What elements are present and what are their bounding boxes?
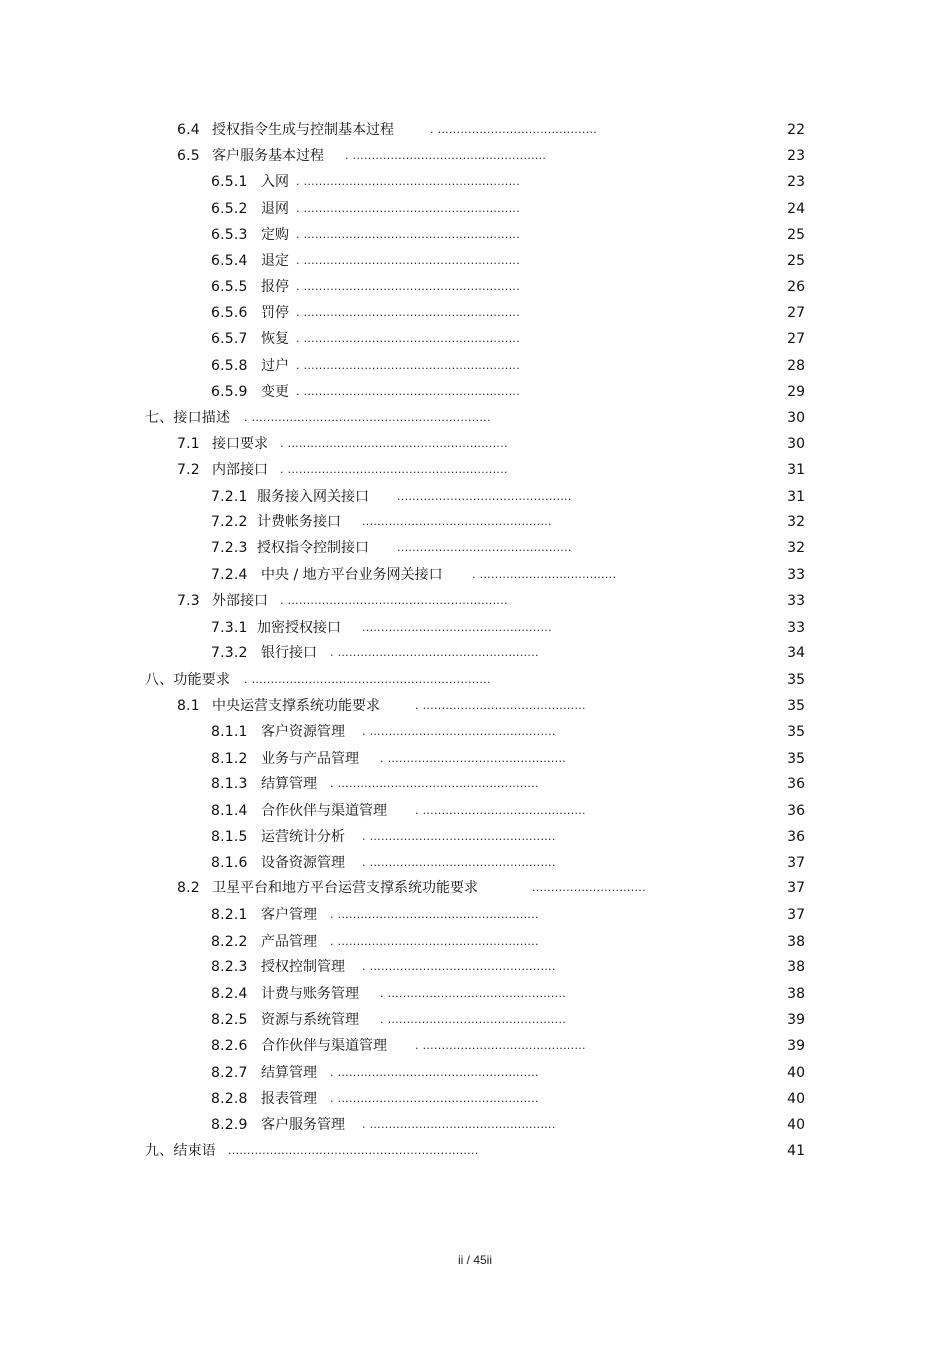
toc-entry-page-number: 37 (787, 880, 805, 896)
toc-entry-title: 产品管理 (261, 934, 317, 950)
toc-entry-number: 7.2.2 (211, 514, 248, 530)
toc-entry-leader-dots: . .......................................................... (280, 594, 508, 607)
toc-entry-page-number: 35 (787, 724, 805, 740)
toc-entry-number: 九、结束语 (145, 1143, 216, 1159)
toc-entry-page-number: 40 (787, 1065, 805, 1081)
toc-entry-leader-dots: . ................................................. (362, 725, 556, 738)
toc-entry-page-number: 28 (787, 358, 805, 374)
toc-entry-page-number: 27 (787, 305, 805, 321)
toc-entry-number: 8.1.4 (211, 803, 248, 819)
toc-entry-title: 退网 (261, 201, 289, 217)
toc-entry-number: 7.3.1 (211, 620, 248, 636)
toc-entry-page-number: 38 (787, 934, 805, 950)
toc-entry-leader-dots: . ......................................................... (296, 254, 520, 267)
toc-entry-title: 结算管理 (261, 1065, 317, 1081)
toc-entry[interactable] (0, 408, 950, 428)
toc-entry-title: 运营统计分析 (261, 829, 345, 845)
toc-entry[interactable] (0, 957, 950, 977)
toc-entry-leader-dots: .................................................................. (228, 1144, 479, 1157)
toc-entry-leader-dots: . ......................................................... (296, 280, 520, 293)
toc-entry[interactable] (0, 643, 950, 663)
toc-entry-leader-dots: . ............................................... (380, 752, 567, 765)
toc-entry-title: 客户服务基本过程 (212, 148, 324, 164)
toc-entry-leader-dots: .............................................. (397, 490, 572, 503)
toc-entry-title: 合作伙伴与渠道管理 (261, 1038, 387, 1054)
toc-entry[interactable] (0, 905, 950, 925)
toc-entry[interactable] (0, 146, 950, 166)
toc-entry-title: 客户资源管理 (261, 724, 345, 740)
toc-entry-title: 卫星平台和地方平台运营支撑系统功能要求 (212, 880, 478, 896)
toc-entry-page-number: 22 (787, 122, 805, 138)
toc-entry[interactable] (0, 1141, 950, 1161)
toc-entry-number: 8.2.5 (211, 1012, 248, 1028)
toc-entry-page-number: 35 (787, 672, 805, 688)
toc-entry[interactable] (0, 199, 950, 219)
toc-entry-number: 6.5.8 (211, 358, 248, 374)
toc-entry-page-number: 30 (787, 436, 805, 452)
toc-entry-title: 设备资源管理 (261, 855, 345, 871)
toc-entry-page-number: 38 (787, 959, 805, 975)
toc-entry[interactable] (0, 565, 950, 585)
toc-entry-title: 中央 / 地方平台业务网关接口 (261, 567, 443, 583)
toc-entry-title: 结算管理 (261, 776, 317, 792)
toc-entry-number: 8.1.3 (211, 776, 248, 792)
toc-entry-title: 报停 (261, 279, 289, 295)
toc-entry[interactable] (0, 382, 950, 402)
toc-entry-leader-dots: . ..................................................... (330, 935, 539, 948)
toc-entry[interactable] (0, 984, 950, 1004)
toc-entry-number: 8.1.1 (211, 724, 248, 740)
toc-entry-leader-dots: .............................................. (397, 541, 572, 554)
toc-entry-title: 客户服务管理 (261, 1117, 345, 1133)
toc-entry-title: 变更 (261, 384, 289, 400)
toc-entry-title: 定购 (261, 227, 289, 243)
toc-entry[interactable] (0, 722, 950, 742)
toc-entry-title: 过户 (261, 358, 289, 374)
toc-entry-leader-dots: . ........................................... (415, 804, 586, 817)
toc-entry[interactable] (0, 774, 950, 794)
toc-entry-page-number: 29 (787, 384, 805, 400)
toc-entry-leader-dots: . ........................................... (415, 699, 586, 712)
toc-entry-number: 6.5.5 (211, 279, 248, 295)
toc-entry-leader-dots: . ......................................................... (296, 228, 520, 241)
toc-entry[interactable] (0, 303, 950, 323)
toc-entry-leader-dots: . ............................................... (380, 987, 567, 1000)
toc-entry[interactable] (0, 329, 950, 349)
toc-entry-number: 8.2.4 (211, 986, 248, 1002)
toc-entry-page-number: 37 (787, 855, 805, 871)
toc-entry-leader-dots: . ................................................. (362, 1118, 556, 1131)
toc-entry[interactable] (0, 932, 950, 952)
toc-entry-number: 6.5.2 (211, 201, 248, 217)
toc-entry-number: 6.4 (177, 122, 200, 138)
toc-entry-page-number: 38 (787, 986, 805, 1002)
toc-entry-page-number: 27 (787, 331, 805, 347)
toc-entry-leader-dots: . ......................................................... (296, 175, 520, 188)
toc-entry-page-number: 36 (787, 829, 805, 845)
toc-entry-number: 6.5.4 (211, 253, 248, 269)
toc-entry-title: 加密授权接口 (257, 620, 341, 636)
toc-entry-leader-dots: . ................................................. (362, 960, 556, 973)
toc-entry-number: 8.2.3 (211, 959, 248, 975)
toc-entry-number: 8.1 (177, 698, 200, 714)
toc-entry[interactable] (0, 670, 950, 690)
toc-entry-title: 计费帐务接口 (257, 514, 341, 530)
toc-entry-title: 合作伙伴与渠道管理 (261, 803, 387, 819)
toc-entry[interactable] (0, 1063, 950, 1083)
toc-entry-page-number: 40 (787, 1091, 805, 1107)
toc-entry-number: 6.5.1 (211, 174, 248, 190)
toc-entry[interactable] (0, 878, 950, 898)
toc-entry-page-number: 24 (787, 201, 805, 217)
toc-entry[interactable] (0, 356, 950, 376)
toc-entry-page-number: 26 (787, 279, 805, 295)
toc-entry-page-number: 35 (787, 751, 805, 767)
toc-entry-title: 计费与账务管理 (261, 986, 359, 1002)
toc-entry-number: 6.5.7 (211, 331, 248, 347)
toc-entry[interactable] (0, 1089, 950, 1109)
toc-entry-page-number: 36 (787, 803, 805, 819)
toc-entry[interactable] (0, 434, 950, 454)
toc-entry-page-number: 34 (787, 645, 805, 661)
toc-entry-leader-dots: . ..................................................... (330, 1092, 539, 1105)
toc-entry-page-number: 41 (787, 1143, 805, 1159)
toc-entry-number: 8.2.9 (211, 1117, 248, 1133)
toc-entry-leader-dots: . ......................................................... (296, 202, 520, 215)
toc-entry-number: 7.2.4 (211, 567, 248, 583)
toc-entry-number: 七、接口描述 (145, 410, 231, 426)
toc-entry-title: 授权指令生成与控制基本过程 (212, 122, 394, 138)
toc-entry-leader-dots: . ......................................................... (296, 359, 520, 372)
toc-entry-number: 8.2.2 (211, 934, 248, 950)
toc-entry-title: 恢复 (261, 331, 289, 347)
toc-entry-number: 8.2.7 (211, 1065, 248, 1081)
toc-entry-leader-dots: . ..................................................... (330, 646, 539, 659)
toc-entry-page-number: 33 (787, 620, 805, 636)
toc-entry-title: 授权控制管理 (261, 959, 345, 975)
toc-entry-leader-dots: . ............................................................... (244, 411, 491, 424)
toc-entry-title: 资源与系统管理 (261, 1012, 359, 1028)
toc-entry[interactable] (0, 801, 950, 821)
toc-entry-title: 入网 (261, 174, 289, 190)
toc-entry-leader-dots: .................................................. (362, 515, 552, 528)
toc-entry-number: 7.1 (177, 436, 200, 452)
toc-entry-number: 8.2 (177, 880, 200, 896)
toc-entry-page-number: 35 (787, 698, 805, 714)
toc-entry-number: 7.2 (177, 462, 200, 478)
toc-entry-page-number: 39 (787, 1012, 805, 1028)
toc-entry-page-number: 31 (787, 489, 805, 505)
toc-entry-title: 客户管理 (261, 907, 317, 923)
toc-entry-leader-dots: . .......................................................... (280, 437, 508, 450)
toc-entry-leader-dots: . ................................................. (362, 856, 556, 869)
toc-entry[interactable] (0, 1036, 950, 1056)
toc-entry-number: 6.5.3 (211, 227, 248, 243)
toc-entry-leader-dots: . ..................................................... (330, 908, 539, 921)
toc-entry[interactable] (0, 172, 950, 192)
toc-entry-title: 内部接口 (212, 462, 268, 478)
toc-entry-page-number: 23 (787, 174, 805, 190)
toc-entry-number: 6.5.6 (211, 305, 248, 321)
toc-entry-leader-dots: . ......................................................... (296, 385, 520, 398)
toc-entry[interactable] (0, 512, 950, 532)
toc-entry-page-number: 36 (787, 776, 805, 792)
toc-entry-title: 银行接口 (261, 645, 317, 661)
toc-entry-number: 7.3.2 (211, 645, 248, 661)
toc-entry-page-number: 33 (787, 567, 805, 583)
toc-entry[interactable] (0, 749, 950, 769)
toc-entry[interactable] (0, 251, 950, 271)
toc-entry-title: 报表管理 (261, 1091, 317, 1107)
toc-entry-title: 授权指令控制接口 (257, 540, 369, 556)
toc-entry[interactable] (0, 591, 950, 611)
toc-entry-title: 中央运营支撑系统功能要求 (212, 698, 380, 714)
toc-entry-leader-dots: . ................................................... (345, 149, 547, 162)
toc-entry-number: 6.5 (177, 148, 200, 164)
toc-entry-page-number: 30 (787, 410, 805, 426)
toc-entry-leader-dots: . ......................................................... (296, 306, 520, 319)
toc-entry[interactable] (0, 277, 950, 297)
toc-entry-title: 接口要求 (212, 436, 268, 452)
toc-entry-number: 8.2.6 (211, 1038, 248, 1054)
toc-entry-number: 八、功能要求 (145, 672, 231, 688)
toc-entry-leader-dots: . ..................................................... (330, 1066, 539, 1079)
toc-entry[interactable] (0, 853, 950, 873)
toc-entry-page-number: 25 (787, 227, 805, 243)
toc-entry-page-number: 32 (787, 540, 805, 556)
toc-entry-number: 7.2.1 (211, 489, 248, 505)
toc-entry[interactable] (0, 1115, 950, 1135)
toc-entry-leader-dots: . ............................................... (380, 1013, 567, 1026)
toc-entry-number: 8.1.5 (211, 829, 248, 845)
page-footer: ii / 45ii (457, 1253, 492, 1267)
toc-entry-page-number: 31 (787, 462, 805, 478)
toc-entry[interactable] (0, 696, 950, 716)
toc-entry-number: 8.1.2 (211, 751, 248, 767)
toc-entry-number: 6.5.9 (211, 384, 248, 400)
toc-entry-number: 7.3 (177, 593, 200, 609)
toc-entry-leader-dots: .................................................. (362, 621, 552, 634)
toc-entry-leader-dots: . ............................................................... (244, 673, 491, 686)
toc-entry-leader-dots: . ................................................. (362, 830, 556, 843)
toc-entry-page-number: 32 (787, 514, 805, 530)
toc-entry-title: 退定 (261, 253, 289, 269)
toc-entry-number: 7.2.3 (211, 540, 248, 556)
toc-entry-number: 8.2.8 (211, 1091, 248, 1107)
toc-entry[interactable] (0, 460, 950, 480)
toc-entry-leader-dots: . .......................................... (430, 123, 598, 136)
toc-entry-title: 罚停 (261, 305, 289, 321)
toc-entry-title: 业务与产品管理 (261, 751, 359, 767)
toc-entry[interactable] (0, 120, 950, 140)
toc-entry-number: 8.1.6 (211, 855, 248, 871)
toc-entry-leader-dots: .............................. (532, 881, 646, 894)
toc-entry[interactable] (0, 538, 950, 558)
toc-entry-page-number: 39 (787, 1038, 805, 1054)
toc-entry-title: 服务接入网关接口 (257, 489, 369, 505)
toc-entry-page-number: 23 (787, 148, 805, 164)
toc-entry-leader-dots: . ..................................................... (330, 777, 539, 790)
toc-entry-title: 外部接口 (212, 593, 268, 609)
toc-entry-page-number: 25 (787, 253, 805, 269)
toc-entry[interactable] (0, 487, 950, 507)
toc-entry-page-number: 37 (787, 907, 805, 923)
toc-entry-leader-dots: . ......................................................... (296, 332, 520, 345)
toc-entry[interactable] (0, 827, 950, 847)
toc-entry[interactable] (0, 1010, 950, 1030)
toc-entry-page-number: 33 (787, 593, 805, 609)
toc-entry-number: 8.2.1 (211, 907, 248, 923)
toc-entry[interactable] (0, 225, 950, 245)
toc-entry-leader-dots: . .......................................................... (280, 463, 508, 476)
toc-entry-leader-dots: . .................................... (472, 568, 617, 581)
toc-entry-leader-dots: . ........................................... (415, 1039, 586, 1052)
toc-entry[interactable] (0, 618, 950, 638)
toc-entry-page-number: 40 (787, 1117, 805, 1133)
